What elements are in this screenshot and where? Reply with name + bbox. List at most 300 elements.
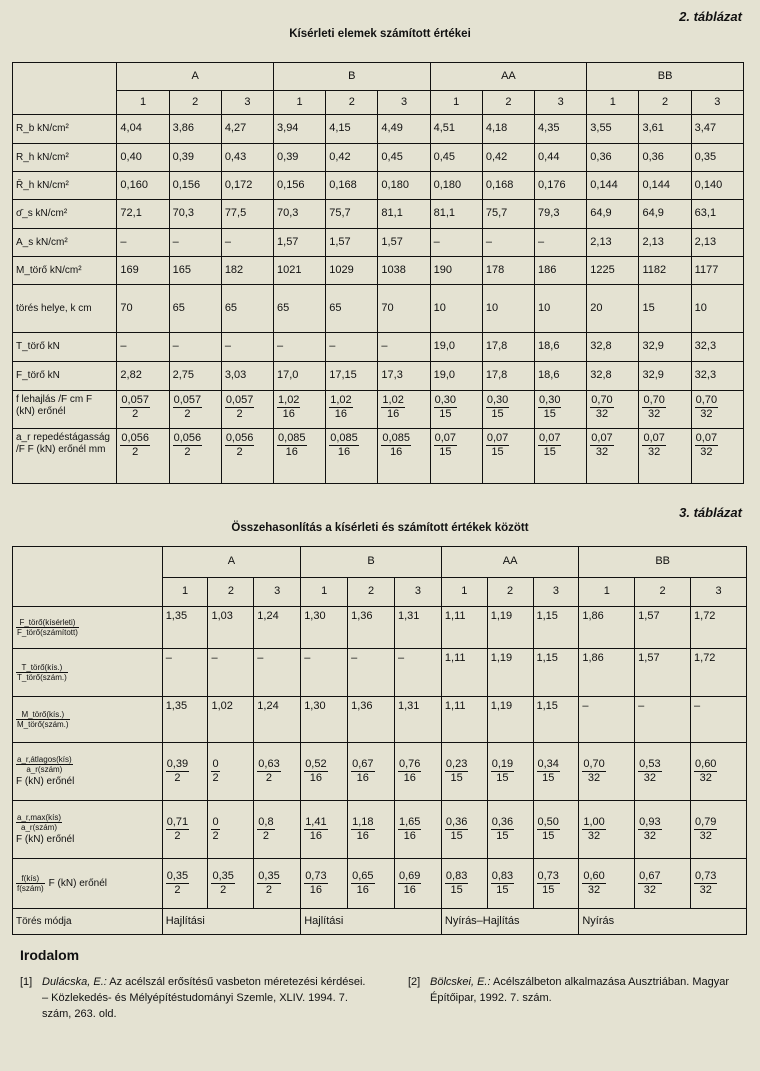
table-row [13,333,744,362]
fraction-numerator: 0,70 [591,394,613,406]
fraction-denominator: 32 [587,830,601,842]
fraction-value [304,816,327,842]
table-cell: 4,49 [378,115,430,144]
table-cell: 1,57 [378,229,430,257]
table-cell: 3,94 [274,115,326,144]
table-row [13,607,747,649]
table-cell: 1,24 [254,607,301,649]
subcol-header: 2 [482,91,534,115]
fraction-value [695,394,718,420]
table-cell: 1038 [378,257,430,285]
table-cell [208,859,254,909]
table-cell: 1,30 [301,607,348,649]
fraction-denominator: 16 [309,884,323,896]
reference-item [408,975,753,1007]
fraction-value [694,870,717,896]
table-cell: 1,02 [208,697,254,743]
table-cell: 72,1 [117,200,169,229]
fraction-numerator: 1,41 [305,816,327,829]
row-label [13,697,163,743]
table-cell: 19,0 [430,362,482,391]
table-cell: 17,15 [326,362,378,391]
table-cell: 0,35 [691,144,743,172]
table-cell: 1,86 [579,607,635,649]
table-cell: 1,19 [487,649,533,697]
fraction-denominator: 32 [595,445,609,458]
subcol-header: 3 [254,578,301,607]
table-cell: 1,72 [691,649,747,697]
fraction-value [257,870,280,896]
fraction-numerator: 0,83 [491,870,514,883]
fraction-numerator: 0,056 [173,432,202,444]
table-cell: 75,7 [482,200,534,229]
row-label-suffix: F (kN) erőnél [16,776,75,788]
fraction-denominator: 32 [595,407,609,420]
label-fraction [16,663,68,682]
fraction-value [211,870,234,896]
fraction-value [638,758,661,784]
fraction-value [120,432,150,458]
fraction-numerator: 0,50 [537,816,559,829]
header-row-subcols [13,91,744,115]
table-row [13,362,744,391]
fraction-value [173,394,203,420]
table-row [13,697,747,743]
table-cell: 4,15 [326,115,378,144]
fraction-numerator: 0,30 [539,394,561,406]
table-cell: 1,36 [348,607,395,649]
fraction-numerator: 1,65 [399,816,421,829]
table-cell [533,801,579,859]
fraction-denominator: 32 [699,830,712,842]
fraction-denominator: 15 [496,884,509,896]
table-cell: 1,19 [487,607,533,649]
subcol-header: 3 [535,91,587,115]
table-cell [326,391,378,429]
fraction-denominator: 15 [542,830,555,842]
fraction-denominator: 15 [450,830,463,842]
table-cell: 17,8 [482,333,534,362]
table-cell [395,801,442,859]
table-cell: 65 [221,285,273,333]
table-cell: 0,43 [221,144,273,172]
table-cell: 182 [221,257,273,285]
fraction-denominator: 32 [643,884,656,896]
table-row [13,200,744,229]
fraction-denominator: 2 [184,445,191,458]
failure-mode-row [13,909,747,935]
fraction-numerator: 0,69 [399,870,421,883]
reference-body [42,975,370,1023]
fraction-denominator: 2 [184,407,191,420]
table-cell: 0,176 [535,172,587,200]
fraction-value [166,816,189,842]
table-row [13,172,744,200]
fraction-value [173,432,203,458]
table-cell: 1,31 [395,697,442,743]
fraction-denominator: 32 [648,445,661,458]
reference-author: Dulácska, E.: [42,976,107,988]
subcol-header: 1 [430,91,482,115]
table-cell: – [482,229,534,257]
table-cell: 1,57 [635,649,691,697]
fraction-value [257,758,280,784]
fraction-denominator: 15 [491,445,504,458]
table-cell [691,801,747,859]
table-cell: – [378,333,430,362]
table-cell: 70,3 [169,200,221,229]
table-cell: 3,47 [691,115,743,144]
fraction-denominator: 16 [285,445,298,458]
table-cell: 0,45 [378,144,430,172]
fraction-value [351,870,374,896]
table-cell: 32,9 [639,362,691,391]
fraction-denominator: 2 [262,830,269,842]
table-cell: 0,180 [430,172,482,200]
fraction-denominator: 2 [236,407,243,420]
header-corner [13,547,163,607]
fraction-denominator: 15 [542,772,555,784]
table-cell: 65 [274,285,326,333]
group-header: A [117,63,274,91]
table-cell [635,743,691,801]
fraction-denominator: a_r(szám) [21,823,58,832]
fraction-numerator: 0,8 [258,816,274,829]
fraction-value [694,758,717,784]
fraction-numerator: 0,35 [212,870,234,883]
fraction-numerator: 0,79 [695,816,717,829]
fraction-denominator: 32 [700,407,713,420]
subcol-header: 1 [117,91,169,115]
subcol-header: 1 [579,578,635,607]
fraction-denominator: 2 [174,884,181,896]
subcol-header: 1 [301,578,348,607]
table-cell: 0,45 [430,144,482,172]
table-cell: – [691,697,747,743]
fraction-value [695,432,718,458]
table-row [13,229,744,257]
table-cell: 1,57 [326,229,378,257]
fraction-numerator: 0,93 [639,816,661,829]
table-cell: 2,13 [587,229,639,257]
reference-number: [1] [20,976,33,988]
fraction-denominator: 2 [174,772,181,784]
row-label: σ̄_s kN/cm² [13,200,117,229]
fraction-denominator: 16 [403,830,416,842]
table-row [13,859,747,909]
table-cell [482,391,534,429]
table-cell: 75,7 [326,200,378,229]
subcol-header: 2 [326,91,378,115]
fraction-numerator: 0,056 [225,432,254,444]
fraction-denominator: 15 [543,407,556,420]
fraction-value [166,758,189,784]
table-cell: 0,168 [326,172,378,200]
table-cell: – [430,229,482,257]
group-header: A [162,547,301,578]
table3 [12,546,747,935]
table-cell [274,429,326,484]
table-cell: 186 [535,257,587,285]
fraction-numerator: 0,07 [591,432,613,444]
fraction-numerator: 0,07 [434,432,457,444]
table-cell: – [169,333,221,362]
fraction-value [166,870,189,896]
table-cell: 2,82 [117,362,169,391]
label-fraction [16,710,70,729]
table-cell: 1,11 [441,697,487,743]
fraction-numerator: 0,35 [258,870,280,883]
table-cell: 1,15 [533,649,579,697]
table2-label: 2. táblázat [679,9,742,24]
fraction-denominator: 16 [356,772,369,784]
fraction-denominator: 2 [132,407,139,420]
table-cell [348,743,395,801]
table-cell [487,801,533,859]
fraction-numerator: 0,73 [305,870,327,883]
table-cell: 64,9 [587,200,639,229]
fraction-value [582,758,605,784]
fraction-denominator: 32 [587,772,601,784]
references-heading: Irodalom [20,947,80,963]
table-cell: 4,35 [535,115,587,144]
table-cell: 0,140 [691,172,743,200]
fraction-value [445,758,468,784]
fraction-value [638,870,661,896]
table-cell [301,801,348,859]
row-label [13,743,163,801]
fraction-numerator: 0,057 [121,394,149,406]
subcol-header: 2 [639,91,691,115]
table-cell: 0,180 [378,172,430,200]
fraction-numerator: 0,07 [695,432,718,444]
row-label-suffix: F (kN) erőnél [48,878,108,890]
fraction-numerator: 0,70 [583,758,605,771]
table-row [13,391,744,429]
table-cell [691,859,747,909]
fraction-value [381,432,411,458]
table-cell: – [635,697,691,743]
table-row [13,801,747,859]
fraction-value [329,432,359,458]
subcol-header: 3 [533,578,579,607]
fraction-value [486,394,509,420]
fraction-denominator: 32 [643,772,656,784]
table-row [13,743,747,801]
fraction-value [398,816,421,842]
fraction-value [351,758,374,784]
group-header: BB [579,547,747,578]
fraction-numerator: a_r,átlagos(kís) [17,754,72,764]
group-header: AA [430,63,587,91]
fraction-value [582,816,605,842]
table-cell: 32,8 [587,333,639,362]
table-cell: 1225 [587,257,639,285]
table-cell: 10 [430,285,482,333]
table-cell: – [117,229,169,257]
table-cell: 1029 [326,257,378,285]
fraction-value [257,816,274,842]
subcol-header: 2 [169,91,221,115]
fraction-denominator: 2 [212,772,219,784]
table-cell: – [326,333,378,362]
table-cell [395,859,442,909]
group-header: BB [587,63,744,91]
fraction-numerator: 0,07 [539,432,561,444]
table-cell: – [169,229,221,257]
subcol-header: 2 [635,578,691,607]
table-cell [533,743,579,801]
fraction-numerator: 0,085 [382,432,410,444]
fraction-denominator: 15 [450,772,463,784]
table-cell [587,391,639,429]
fraction-value [445,816,468,842]
fraction-denominator: 16 [282,407,295,420]
table-cell: 2,13 [691,229,743,257]
row-label: f lehajlás /F cm F (kN) erőnél [13,391,117,429]
subcol-header: 2 [208,578,254,607]
fraction-numerator: 0,085 [278,432,306,444]
fraction-numerator: 0 [212,758,219,771]
table-cell: 19,0 [430,333,482,362]
table-cell [482,429,534,484]
fraction-denominator: 15 [496,772,509,784]
row-label [13,649,163,697]
table-cell [587,429,639,484]
fraction-denominator: 16 [337,445,351,458]
table-cell: 190 [430,257,482,285]
table-cell [208,801,254,859]
table-cell: 63,1 [691,200,743,229]
label-fraction [16,813,62,832]
table-cell: 0,42 [326,144,378,172]
table-cell: 0,39 [169,144,221,172]
row-label [13,607,163,649]
fraction-numerator: 0,057 [173,394,202,406]
table-cell [169,429,221,484]
table-cell [535,429,587,484]
table-cell [274,391,326,429]
table-cell: 4,51 [430,115,482,144]
fraction-value [304,758,327,784]
table-cell: 1,57 [635,607,691,649]
table-cell: 3,03 [221,362,273,391]
table-cell: 1,11 [441,607,487,649]
fraction-numerator: 0,65 [352,870,374,883]
table-cell: 4,18 [482,115,534,144]
table-row [13,649,747,697]
row-label: R_b kN/cm² [13,115,117,144]
fraction-value [225,432,255,458]
table-cell: 10 [691,285,743,333]
fraction-value [351,816,374,842]
table-cell [579,743,635,801]
fraction-denominator: 32 [699,884,712,896]
table-cell [430,391,482,429]
subcol-header: 2 [348,578,395,607]
fraction-numerator: 1,02 [330,394,352,406]
table-cell: – [254,649,301,697]
fraction-denominator: 16 [334,407,348,420]
header-row-groups [13,63,744,91]
table-cell: 1,35 [162,607,208,649]
table-cell: 3,61 [639,115,691,144]
label-fraction [16,874,45,893]
table2 [12,62,744,484]
table-cell [162,743,208,801]
table-cell: 1177 [691,257,743,285]
failure-mode-cell: Hajlítási [162,909,301,935]
failure-mode-cell: Nyírás [579,909,747,935]
table-cell: 2,75 [169,362,221,391]
subcol-header: 3 [378,91,430,115]
fraction-denominator: 2 [212,830,219,842]
fraction-value [538,432,561,458]
table-cell: – [535,229,587,257]
table-cell [378,391,430,429]
table-cell [487,743,533,801]
subcol-header: 3 [395,578,442,607]
fraction-denominator: 2 [220,884,227,896]
fraction-denominator: 2 [132,445,139,458]
fraction-numerator: 0,39 [166,758,189,771]
fraction-value [381,394,404,420]
table-cell: – [274,333,326,362]
fraction-numerator: 0,056 [121,432,149,444]
fraction-denominator: 15 [450,884,463,896]
fraction-value [304,870,327,896]
fraction-denominator: 32 [699,772,712,784]
fraction-denominator: M_törő(szám.) [17,720,69,729]
fraction-denominator: 15 [542,884,555,896]
fraction-value [582,870,605,896]
row-label [13,859,163,909]
fraction-value [277,432,307,458]
table-cell: 0,172 [221,172,273,200]
label-fraction [16,618,79,637]
fraction-value [537,816,560,842]
table-cell: 0,39 [274,144,326,172]
table-cell [208,743,254,801]
fraction-numerator: 0,71 [166,816,189,829]
fraction-numerator: 1,02 [278,394,300,406]
row-label: T_törő kN [13,333,117,362]
table-cell [635,801,691,859]
subcol-header: 3 [691,91,743,115]
table-cell [579,859,635,909]
subcol-header: 3 [691,578,747,607]
reference-body [430,975,753,1007]
table-cell: 1,15 [533,607,579,649]
table-cell [117,391,169,429]
fraction-denominator: 16 [387,407,400,420]
table3-label: 3. táblázat [679,505,742,520]
table-cell: 81,1 [430,200,482,229]
table-cell: 4,04 [117,115,169,144]
fraction-numerator: 0,70 [643,394,665,406]
fraction-denominator: 15 [496,830,509,842]
fraction-denominator: 16 [309,830,323,842]
table-cell: 3,55 [587,115,639,144]
table-cell: 0,168 [482,172,534,200]
fraction-numerator: 0,085 [330,432,358,444]
fraction-denominator: 2 [265,772,273,784]
table-cell: 1,31 [395,607,442,649]
fraction-denominator: 15 [491,407,504,420]
fraction-value [642,394,665,420]
fraction-value [445,870,468,896]
table-cell: 0,160 [117,172,169,200]
